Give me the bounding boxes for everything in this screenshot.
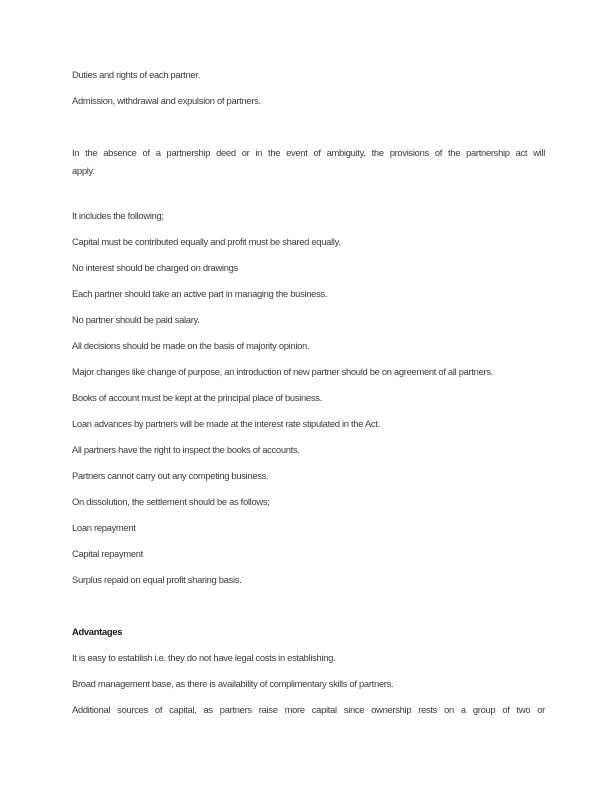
paragraph (72, 144, 545, 180)
paragraph: Broad management base, as there is availability of complimentary skills of partners. (72, 678, 394, 689)
paragraph-line: In the absence of a partnership deed or in the event of ambiguity, the provisions of the partnership act will (72, 147, 545, 158)
paragraph-line: apply. (72, 165, 95, 176)
paragraph: Loan advances by partners will be made at the interest rate stipulated in the Act. (72, 418, 380, 429)
blank-line (72, 188, 545, 207)
paragraph: It is easy to establish i.e. they do not have legal costs in establishing. (72, 652, 336, 663)
paragraph: It includes the following; (72, 210, 164, 221)
paragraph: Partners cannot carry out any competing business. (72, 470, 269, 481)
paragraph: Each partner should take an active part in managing the business. (72, 288, 328, 299)
paragraph: On dissolution, the settlement should be as follows; (72, 496, 270, 507)
blank-line (72, 118, 545, 144)
paragraph: Duties and rights of each partner. (72, 69, 200, 80)
paragraph: Admission, withdrawal and expulsion of partners. (72, 95, 261, 106)
paragraph: Loan repayment (72, 522, 136, 533)
paragraph (72, 701, 545, 719)
paragraph: No interest should be charged on drawings (72, 262, 238, 273)
blank-line (72, 597, 545, 623)
paragraph: All partners have the right to inspect the books of accounts. (72, 444, 300, 455)
paragraph: Books of account must be kept at the principal place of business. (72, 392, 322, 403)
paragraph: Surplus repaid on equal profit sharing basis. (72, 574, 242, 585)
section-heading-advantages: Advantages (72, 626, 123, 637)
paragraph: No partner should be paid salary. (72, 314, 200, 325)
paragraph: Major changes like change of purpose, an introduction of new partner should be on agreement of all partners. (72, 366, 494, 377)
paragraph: Capital repayment (72, 548, 143, 559)
paragraph: All decisions should be made on the basis of majority opinion. (72, 340, 310, 351)
paragraph: Capital must be contributed equally and profit must be shared equally. (72, 236, 341, 247)
paragraph-line: Additional sources of capital, as partners raise more capital since ownership rests on a group of two or (72, 704, 545, 715)
